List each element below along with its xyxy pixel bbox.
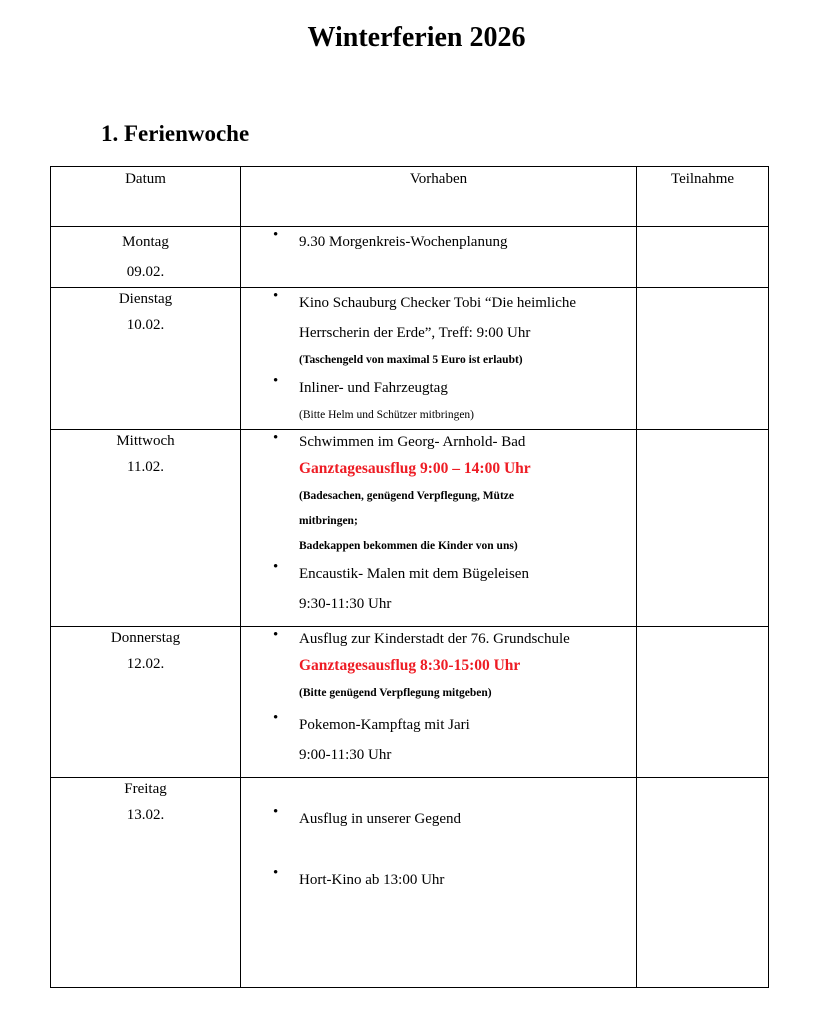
activity-note: Badekappen bekommen die Kinder von uns) [299, 540, 518, 552]
date-cell [51, 227, 241, 288]
date-cell [51, 430, 241, 627]
table-header-row [51, 167, 769, 227]
header-teilnahme: Teilnahme [637, 167, 769, 227]
weekday: Freitag [124, 781, 167, 797]
participation-cell [637, 430, 769, 627]
activity-text: • Schwimmen im Georg- Arnhold- Bad [299, 434, 526, 450]
activity-item [299, 865, 636, 895]
activity-item [299, 804, 636, 834]
date: 10.02. [126, 317, 165, 333]
activity-text: Herrscherin der Erde”, Treff: 9:00 Uhr [299, 325, 531, 341]
activity-text: 9:30-11:30 Uhr [299, 596, 392, 612]
activity-text: • Encaustik- Malen mit dem Bügeleisen [299, 566, 529, 582]
activity-note: (Bitte Helm und Schützer mitbringen) [299, 409, 475, 421]
activity-note: (Taschengeld von maximal 5 Euro ist erlaubt) [299, 354, 523, 366]
page-title: Winterferien 2026 [307, 22, 526, 53]
activity-item [299, 373, 636, 428]
activity-item [299, 559, 636, 619]
weekday: Donnerstag [110, 630, 181, 646]
highlight-text: Ganztagesausflug 9:00 – 14:00 Uhr [299, 460, 531, 477]
weekday: Mittwoch [116, 433, 175, 449]
date-cell [51, 778, 241, 988]
activity-item [299, 288, 636, 373]
participation-cell [637, 227, 769, 288]
activity-cell [241, 227, 637, 288]
schedule-table [50, 166, 769, 988]
activity-note: mitbringen; [299, 515, 358, 527]
participation-cell [637, 778, 769, 988]
activity-item [299, 627, 636, 706]
activity-text: 9:00-11:30 Uhr [299, 747, 392, 763]
highlight-text: Ganztagesausflug 8:30-15:00 Uhr [299, 657, 521, 674]
table-row [51, 288, 769, 430]
activity-cell [241, 288, 637, 430]
date-cell [51, 288, 241, 430]
header-datum: Datum [51, 167, 241, 227]
date: 11.02. [127, 459, 164, 475]
participation-cell [637, 288, 769, 430]
table-row [51, 430, 769, 627]
activity-cell [241, 778, 637, 988]
activity-item [299, 430, 636, 559]
activity-cell [241, 430, 637, 627]
activity-item [299, 710, 636, 770]
activity-cell [241, 627, 637, 778]
activity-item [299, 227, 636, 257]
activity-text: • Inliner- und Fahrzeugtag [299, 380, 448, 396]
activity-text: • 9.30 Morgenkreis-Wochenplanung [299, 234, 508, 250]
activity-note: (Bitte genügend Verpflegung mitgeben) [299, 687, 492, 699]
date: 09.02. [126, 264, 165, 280]
activity-text: • Ausflug in unserer Gegend [299, 811, 462, 827]
activity-note: (Badesachen, genügend Verpflegung, Mütze [299, 490, 514, 502]
activity-text: • Hort-Kino ab 13:00 Uhr [299, 872, 445, 888]
table-row [51, 227, 769, 288]
section-heading: 1. Ferienwoche [101, 121, 250, 146]
weekday: Montag [122, 234, 169, 250]
header-vorhaben: Vorhaben [241, 167, 637, 227]
weekday: Dienstag [118, 291, 173, 307]
date: 12.02. [126, 656, 165, 672]
activity-text: • Kino Schauburg Checker Tobi “Die heimliche [299, 295, 577, 311]
table-row [51, 627, 769, 778]
activity-text: • Pokemon-Kampftag mit Jari [299, 717, 470, 733]
date: 13.02. [126, 807, 165, 823]
date-cell [51, 627, 241, 778]
participation-cell [637, 627, 769, 778]
table-row [51, 778, 769, 988]
activity-text: • Ausflug zur Kinderstadt der 76. Grundschule [299, 631, 570, 647]
